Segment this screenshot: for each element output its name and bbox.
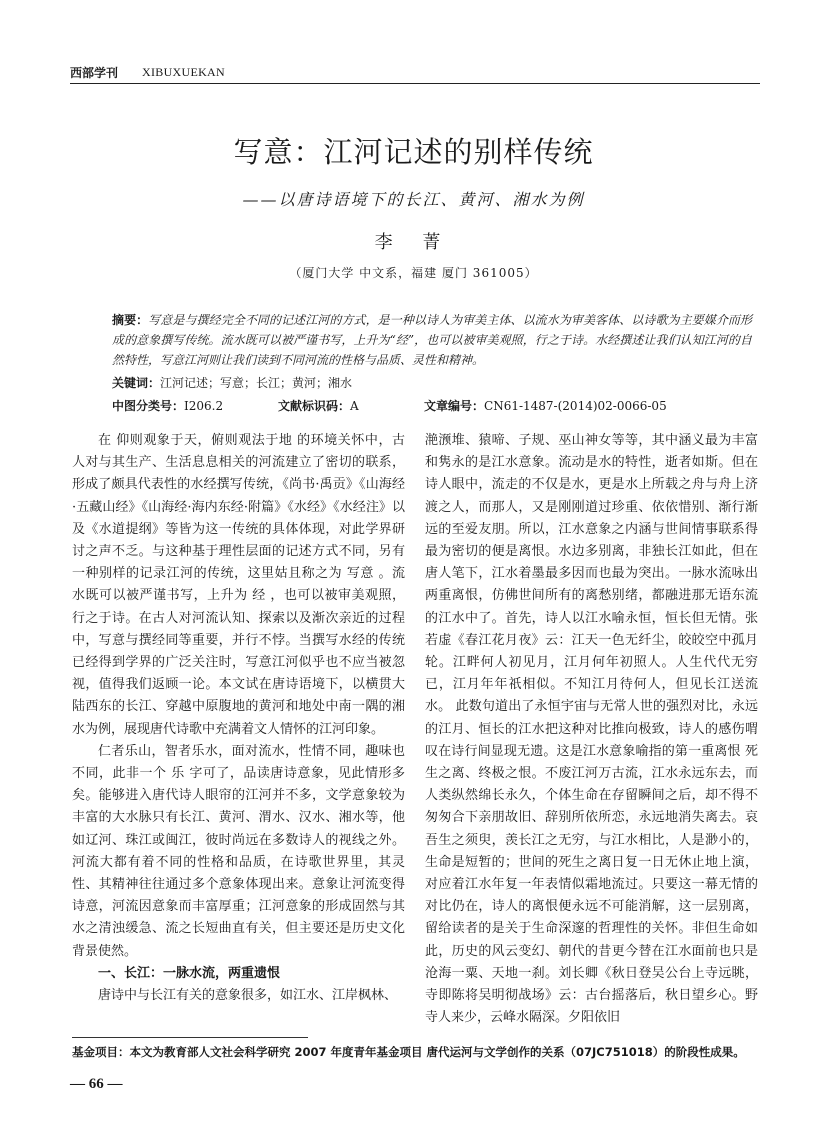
page-number: — 66 — bbox=[70, 1076, 123, 1092]
running-header bbox=[70, 64, 760, 84]
clc-label: 中图分类号： bbox=[112, 399, 185, 413]
abstract bbox=[112, 310, 752, 370]
article-number bbox=[424, 397, 667, 414]
body-column-left bbox=[72, 430, 405, 1007]
article-title: 写意：江河记述的别样传统 bbox=[233, 135, 594, 169]
doc-code-value: A bbox=[350, 399, 359, 413]
clc-value: I206.2 bbox=[184, 399, 224, 413]
journal-pinyin: XIBUXUEKAN bbox=[142, 65, 225, 79]
funding-footnote: 基金项目：本文为教育部人文社会科学研究 2007 年度青年基金项目 唐代运河与文学创作的关系（07JC751018）的阶段性成果。 bbox=[72, 1045, 745, 1059]
keywords-text: 江河记述；写意；长江；黄河；湘水 bbox=[160, 376, 353, 390]
abstract-text: 写意是与撰经完全不同的记述江河的方式，是一种以诗人为审美主体、以流水为审美客体、以诗歌为主要媒介而形成的意象撰写传统。流水既可以被严谨书写，上升为“经”，也可以被审美观照，行之于诗。水经撰述让我们认知江河的自然特性，写意江河则让我们读到不同河流的性格与品质、灵性和精神。 bbox=[112, 313, 752, 367]
journal-name: 西部学刊 bbox=[70, 66, 119, 80]
body-column-right bbox=[425, 430, 758, 1029]
section-heading: 一、长江：一脉水流，两重遗恨 bbox=[98, 965, 281, 981]
abstract-label: 摘要： bbox=[112, 313, 149, 327]
footnote-divider bbox=[72, 1037, 308, 1038]
body-paragraph: 在 仰则观象于天，俯则观法于地 的环境关怀中，古人对与其生产、生活息息相关的河流建立了密切的联系，形成了颇具代表性的水经撰写传统，《尚书·禹贡》《山海经·五藏山经》《山海经·海内东经·附篇》《水经》《水经注》以及《水道提纲》等皆为这一传统的具体体现，对此学界研讨之声不乏。与这种基于理性层面的记述方式不同，另有一种别样的记录江河的传统，这里姑且称之为 写意 。流水既可以被严谨书写，上升为 经 ，也可以被审美观照，行之于诗。在古人对河流认知、探索以及渐次亲近的过程中，写意与撰经同等重要，并行不悖。当撰写水经的传统已经得到学界的广泛关注时，写意江河似乎也不应当被忽视，值得我们返顾一论。本文试在唐诗语境下，以横贯大陆西东的长江、穿越中原腹地的黄河和地处中南一隅的湘水为例，展现唐代诗歌中充满着文人情怀的江河印象。 bbox=[72, 433, 405, 737]
doc-code-label: 文献标识码： bbox=[278, 399, 351, 413]
article-subtitle: ——以唐诗语境下的长江、黄河、湘水为例 bbox=[242, 190, 585, 209]
article-number-value: CN61-1487-(2014)02-0066-05 bbox=[484, 399, 667, 413]
header-divider bbox=[70, 83, 760, 84]
body-paragraph: 仁者乐山，智者乐水，面对流水，性情不同，趣味也不同，此非一个 乐 字可了，品读唐诗意象，见此情形多矣。能够进入唐代诗人眼帘的江河并不多，文学意象较为丰富的大水脉只有长江、黄河、渭水、汉水、湘水等，他如辽河、珠江或闽江，彼时尚远在多数诗人的视线之外。河流大都有着不同的性格和品质，在诗歌世界里，其灵性、其精神往往通过多个意象体现出来。意象让河流变得诗意，河流因意象而丰富厚重；江河意象的形成固然与其水之清浊缓急、流之长短曲直有关，但主要还是历史文化背景使然。 bbox=[72, 743, 405, 959]
keywords-label: 关键词： bbox=[112, 376, 161, 390]
body-paragraph: 唐诗中与长江有关的意象很多，如江水、江岸枫林、 bbox=[98, 988, 398, 1004]
keywords bbox=[112, 374, 752, 391]
document-code bbox=[278, 397, 359, 414]
body-paragraph: 滟滪堆、猿啼、子规、巫山神女等等，其中涵义最为丰富和隽永的是江水意象。流动是水的特性，逝者如斯。但在诗人眼中，流走的不仅是水，更是水上所载之舟与舟上济渡之人，而那人，又是刚刚道过珍重、依依惜别、渐行渐远的至爱友朋。所以，江水意象之内涵与世间情事联系得最为密切的便是离恨。水边多别离，非独长江如此，但在唐人笔下，江水着墨最多因而也最为突出。一脉水流咏出两重离恨，仿佛世间所有的离愁别绪，都融进那无语东流的江水中了。首先，诗人以江水喻永恒，恒长但无情。张若虚《春江花月夜》云：江天一色无纤尘，皎皎空中孤月轮。江畔何人初见月，江月何年初照人。人生代代无穷已，江月年年祇相似。不知江月待何人，但见长江送流水。 此数句道出了永恒宇宙与无常人世的强烈对比，永远的江月、恒长的江水把这种对比推向极致，诗人的感伤喟叹在诗行间显现无遗。这是江水意象喻指的第一重离恨 死生之离、终极之恨。不废江河万古流，江水永远东去，而人类纵然绵长永久，个体生命在存留瞬间之后，却不得不匆匆合下亲朋故旧、辞别所依所恋，永远地消失离去。哀吾生之须臾，羡长江之无穷，与江水相比，人是渺小的，生命是短暂的；世间的死生之离日复一日无休止地上演，对应着江水年复一年表情似霜地流过。只要这一幕无情的对比仍在，诗人的离恨便永远不可能消解，这一层别离，留给读者的是关于生命深邃的哲理性的关怀。非但生命如此，历史的风云变幻、朝代的昔更今替在江水面前也只是沧海一粟、天地一刹。刘长卿《秋日登吴公台上寺远眺，寺即陈将吴明彻战场》云：古台摇落后，秋日望乡心。野寺人来少，云峰水隔深。夕阳依旧 bbox=[425, 433, 758, 1026]
author-affiliation: （厦门大学 中文系，福建 厦门 361005） bbox=[289, 266, 538, 280]
clc-number bbox=[112, 397, 223, 414]
article-number-label: 文章编号： bbox=[424, 399, 485, 413]
author-name: 李 菁 bbox=[374, 232, 453, 253]
